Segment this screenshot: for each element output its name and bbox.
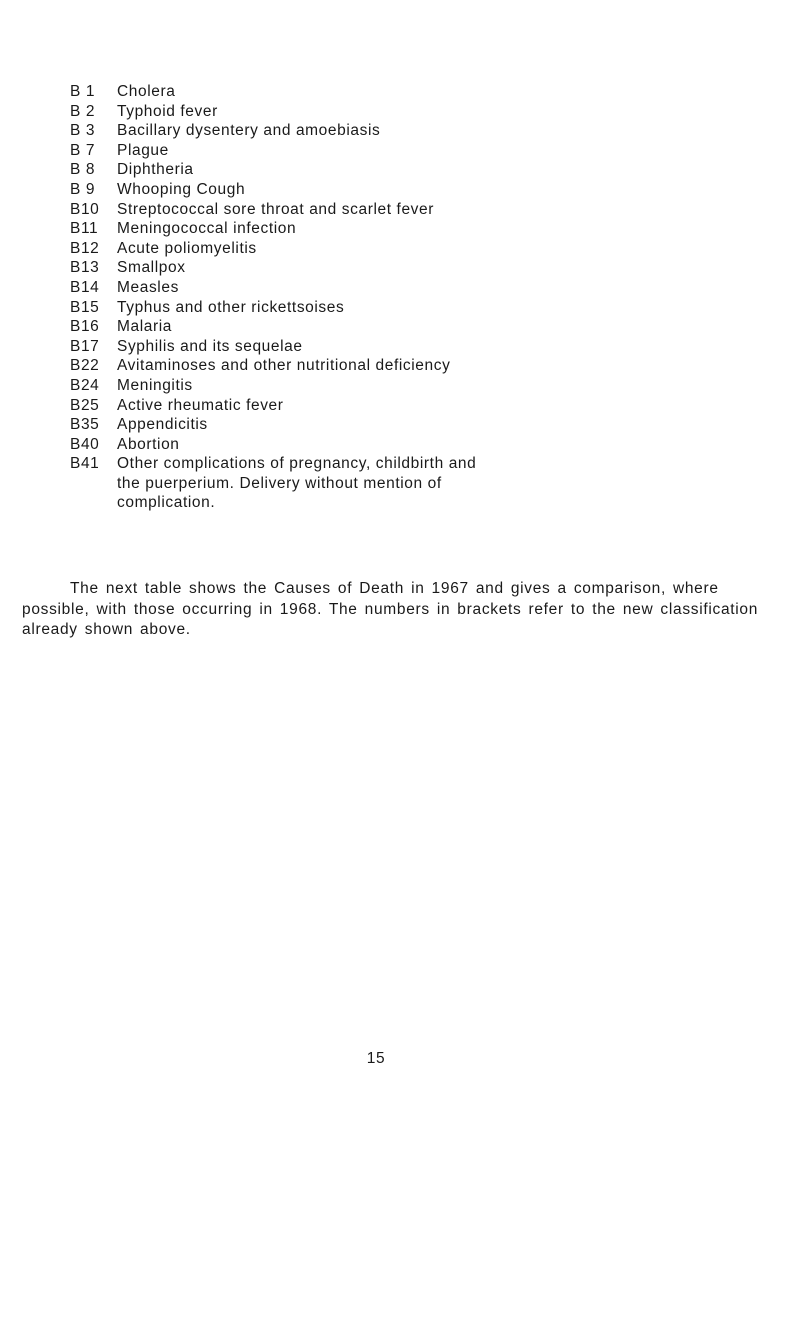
code-row xyxy=(70,396,750,416)
code: B 7 xyxy=(70,141,96,159)
code-row xyxy=(70,82,750,102)
description: Avitaminoses and other nutritional deficiency xyxy=(117,357,451,375)
code: B 1 xyxy=(70,83,96,100)
description: Appendicitis xyxy=(117,416,208,434)
description: Smallpox xyxy=(117,259,186,277)
code-row xyxy=(70,180,750,200)
description: Meningococcal infection xyxy=(117,220,297,238)
code: B 9 xyxy=(70,180,96,198)
description: Streptococcal sore throat and scarlet fever xyxy=(117,200,434,218)
code: B 8 xyxy=(70,161,96,179)
description: Active rheumatic fever xyxy=(117,396,284,414)
code: B12 xyxy=(70,239,100,257)
code-row xyxy=(70,141,750,161)
description: Other complications of pregnancy, childbirth and the puerperium. Delivery without mention of complication. xyxy=(117,455,477,512)
code: B25 xyxy=(70,396,100,414)
code: B 3 xyxy=(70,122,96,140)
code-row xyxy=(70,376,750,396)
code: B10 xyxy=(70,200,100,218)
description: Whooping Cough xyxy=(117,180,246,198)
code-row xyxy=(70,317,750,337)
code-row xyxy=(70,435,750,455)
code: B24 xyxy=(70,376,100,394)
code-row xyxy=(70,278,750,298)
code-row xyxy=(70,356,750,376)
code: B16 xyxy=(70,318,100,336)
code-row xyxy=(70,298,750,318)
description: Acute poliomyelitis xyxy=(117,239,257,257)
code: B22 xyxy=(70,357,100,375)
code: B41 xyxy=(70,455,100,473)
description: Plague xyxy=(117,141,169,159)
intro-paragraph: The next table shows the Causes of Death in 1967 and gives a comparison, where possible, with those occurring in 1968. The numbers in brackets refer to the new classification already shown above. xyxy=(22,580,759,638)
code-row xyxy=(70,200,750,220)
description: Diphtheria xyxy=(117,161,194,179)
code-row xyxy=(70,239,750,259)
code-row xyxy=(70,258,750,278)
description: Typhus and other rickettsoises xyxy=(117,298,345,316)
description: Syphilis and its sequelae xyxy=(117,337,303,355)
description: Meningitis xyxy=(117,376,193,394)
description: Cholera xyxy=(117,83,176,100)
code: B17 xyxy=(70,337,100,355)
classification-code-list xyxy=(70,82,750,513)
code: B40 xyxy=(70,435,100,453)
code: B35 xyxy=(70,416,100,434)
code: B 2 xyxy=(70,102,96,120)
code-row xyxy=(70,454,750,513)
code-row xyxy=(70,121,750,141)
description: Abortion xyxy=(117,435,180,453)
page-number: 15 xyxy=(366,1050,386,1067)
code-row xyxy=(70,415,750,435)
description: Typhoid fever xyxy=(117,102,218,120)
description: Measles xyxy=(117,278,179,296)
description: Bacillary dysentery and amoebiasis xyxy=(117,122,381,140)
code: B15 xyxy=(70,298,100,316)
code-row xyxy=(70,102,750,122)
code-row xyxy=(70,219,750,239)
code: B14 xyxy=(70,278,100,296)
code: B11 xyxy=(70,220,99,238)
code: B13 xyxy=(70,259,100,277)
code-row xyxy=(70,160,750,180)
code-row xyxy=(70,337,750,357)
description: Malaria xyxy=(117,318,173,336)
